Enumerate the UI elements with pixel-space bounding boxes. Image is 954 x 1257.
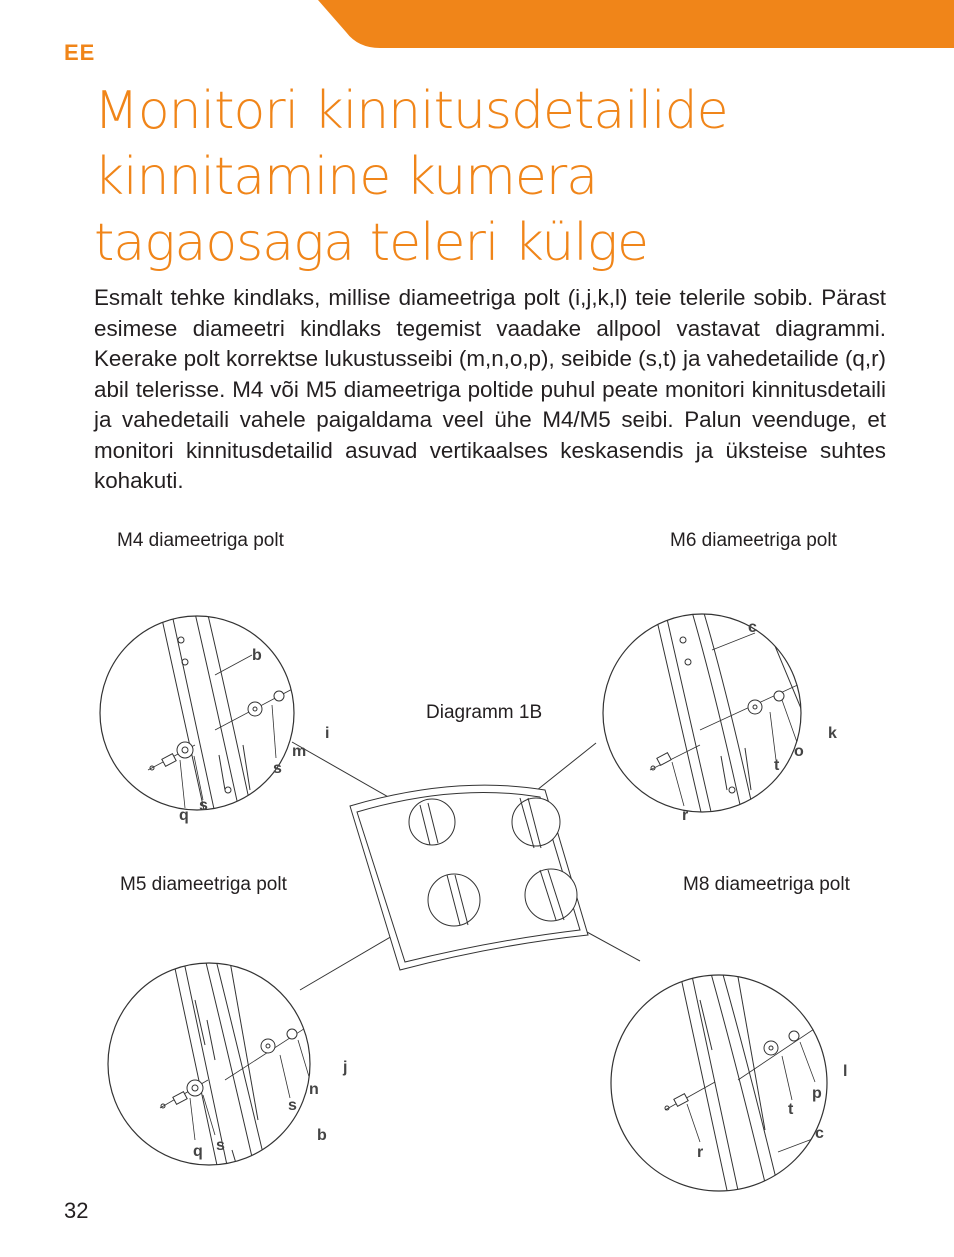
intro-paragraph: Esmalt tehke kindlaks, millise diameetriga polt (i,j,k,l) teie telerile sobib. Pärast esimese diameetri kindlaks tegemist vaadake allpool vastavat diagrammi. Keerake polt korrektse lukustusseibi (m,n,o,p), seibide (s,t) ja vahedetailide (q,r) abil telerisse. M4 või M5 diameetriga poltide puhul peate monitori kinnitusdetaili ja vahedetaili vahele paigaldama veel ühe M4/M5 seibi. Palun veenduge, et monitori kinnitusdetailid asuvad vertikaalses keskasendis ja üksteise suhtes kohakuti. xyxy=(94,285,886,493)
monitor-back-illustration xyxy=(350,785,588,970)
page-number: 32 xyxy=(64,1198,89,1223)
title-line-3: tagaosaga teleri külge xyxy=(94,213,648,273)
diagram-title: Diagramm 1B xyxy=(426,702,543,723)
part-label-n: n xyxy=(309,1081,319,1098)
m4-detail-circle xyxy=(100,598,329,860)
part-label-r: r xyxy=(682,807,689,824)
part-label-b: b xyxy=(252,647,262,664)
part-label-q: q xyxy=(193,1143,203,1160)
part-label-r: r xyxy=(697,1144,704,1161)
m6-detail-circle xyxy=(603,603,837,860)
m8-detail-circle xyxy=(611,943,860,1195)
language-code: EE xyxy=(64,40,96,65)
part-label-l: l xyxy=(843,1063,848,1080)
m8-bolt-label: M8 diameetriga polt xyxy=(683,874,850,895)
part-label-t: t xyxy=(774,757,780,774)
part-label-b: b xyxy=(317,1127,327,1144)
m5-bolt-label: M5 diameetriga polt xyxy=(120,874,287,895)
part-label-o: o xyxy=(794,743,804,760)
m5-detail-circle xyxy=(108,936,347,1170)
part-label-i: i xyxy=(325,725,330,742)
part-label-p: p xyxy=(812,1085,822,1102)
part-label-m: m xyxy=(292,743,307,760)
title-line-2: kinnitamine kumera xyxy=(94,147,598,207)
part-label-s: s xyxy=(288,1097,297,1114)
part-label-s: s xyxy=(273,760,282,777)
part-label-c: c xyxy=(748,619,757,636)
part-label-c: c xyxy=(815,1125,824,1142)
part-label-s: s xyxy=(216,1137,225,1154)
title-line-1: Monitori kinnitusdetailide xyxy=(94,81,728,141)
part-label-k: k xyxy=(828,725,837,742)
part-label-s: s xyxy=(199,797,208,814)
part-label-q: q xyxy=(179,807,189,824)
part-label-j: j xyxy=(343,1059,348,1076)
m4-bolt-label: M4 diameetriga polt xyxy=(117,530,284,551)
m6-bolt-label: M6 diameetriga polt xyxy=(670,530,837,551)
part-label-t: t xyxy=(788,1101,794,1118)
